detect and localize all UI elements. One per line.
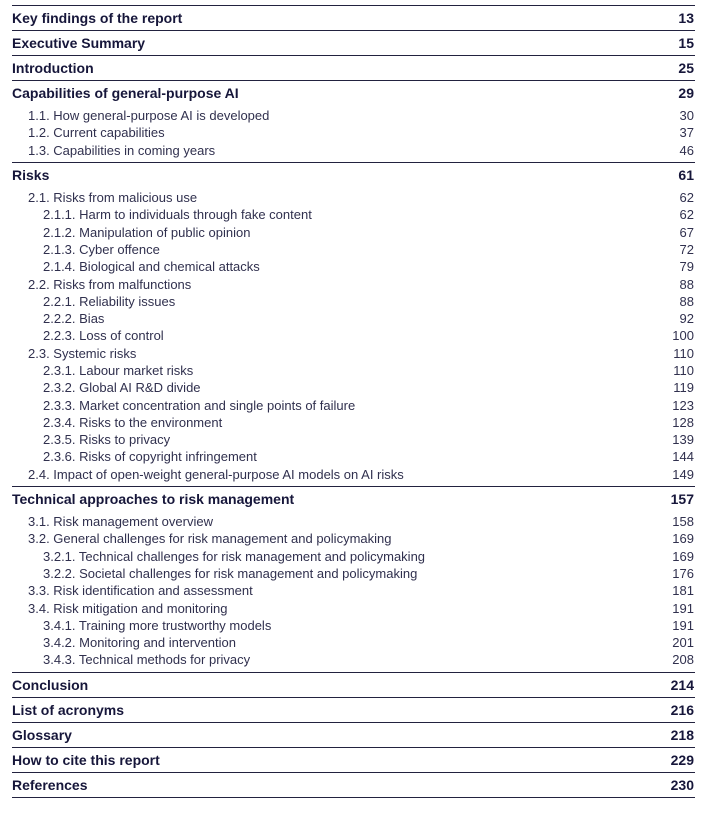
toc-page-number: 29 bbox=[678, 85, 694, 101]
toc-chapter-entry[interactable] bbox=[12, 56, 695, 80]
toc-entry-title: 3.4.3. Technical methods for privacy bbox=[43, 652, 251, 668]
toc-page-number: 79 bbox=[679, 259, 694, 275]
toc-entry-title: 3.2.1. Technical challenges for risk management and policymaking bbox=[43, 548, 426, 564]
toc-page-number: 169 bbox=[672, 548, 694, 564]
toc-page-number: 62 bbox=[679, 207, 694, 223]
toc-subsection-entry[interactable] bbox=[12, 362, 695, 379]
toc-section bbox=[12, 748, 695, 773]
toc-entry-title: 3.3. Risk identification and assessment bbox=[28, 583, 253, 599]
toc-section bbox=[12, 6, 695, 31]
toc-page-number: 13 bbox=[678, 10, 694, 26]
toc-section bbox=[12, 487, 695, 673]
toc-page-number: 229 bbox=[670, 751, 694, 768]
toc-subsection-entry[interactable] bbox=[12, 617, 695, 634]
toc-entry-title: 2.3.3. Market concentration and single points of failure bbox=[43, 397, 356, 413]
toc-page-number: 37 bbox=[679, 125, 694, 141]
toc-page-number: 191 bbox=[672, 600, 694, 616]
toc-entry-title: 2.3. Systemic risks bbox=[28, 345, 137, 361]
toc-chapter-entry[interactable] bbox=[12, 723, 695, 747]
toc-chapter-title: Glossary bbox=[12, 726, 72, 743]
toc-entry-title: 1.2. Current capabilities bbox=[28, 125, 165, 141]
toc-page-number: 30 bbox=[679, 108, 694, 124]
toc-entry-title: 2.3.1. Labour market risks bbox=[43, 363, 194, 378]
toc-section bbox=[12, 31, 695, 56]
toc-page-number: 128 bbox=[672, 414, 694, 430]
toc-page-number: 158 bbox=[672, 514, 694, 530]
toc-page-number: 25 bbox=[678, 60, 694, 76]
toc-section bbox=[12, 723, 695, 748]
toc-entry-title: 2.2. Risks from malfunctions bbox=[28, 276, 192, 292]
toc-subsection-entry[interactable] bbox=[12, 258, 695, 275]
toc-chapter-entry[interactable] bbox=[12, 31, 695, 55]
toc-entry-title: 2.1. Risks from malicious use bbox=[28, 190, 198, 206]
toc-subsection-entry[interactable] bbox=[12, 223, 695, 240]
toc-page-number: 218 bbox=[670, 726, 694, 743]
toc-section bbox=[12, 81, 695, 163]
toc-section bbox=[12, 673, 695, 698]
toc-subsection-entry[interactable] bbox=[12, 651, 695, 668]
toc-page-number: 88 bbox=[679, 276, 694, 292]
toc-entry-title: 2.3.5. Risks to privacy bbox=[43, 432, 171, 448]
toc-subsection-entry[interactable] bbox=[12, 448, 695, 465]
toc-chapter-title: List of acronyms bbox=[12, 701, 125, 718]
toc-section-entry[interactable] bbox=[12, 466, 695, 483]
toc-section-entry[interactable] bbox=[12, 599, 695, 616]
table-of-contents bbox=[12, 5, 695, 798]
toc-entry-title: 2.3.6. Risks of copyright infringement bbox=[43, 449, 257, 465]
toc-page-number: 110 bbox=[673, 363, 694, 378]
toc-entry-title: 2.3.4. Risks to the environment bbox=[43, 414, 223, 430]
toc-subsection-entry[interactable] bbox=[12, 379, 695, 396]
toc-entry-title: 2.3.2. Global AI R&D divide bbox=[43, 380, 201, 396]
toc-page-number: 123 bbox=[672, 397, 694, 413]
toc-section bbox=[12, 163, 695, 487]
toc-page-number: 46 bbox=[679, 142, 694, 158]
toc-chapter-entry[interactable] bbox=[12, 773, 695, 797]
toc-section-entry[interactable] bbox=[12, 142, 695, 159]
toc-chapter-title: Capabilities of general-purpose AI bbox=[12, 85, 239, 101]
toc-body bbox=[12, 6, 695, 798]
toc-section bbox=[12, 56, 695, 81]
toc-chapter-title: Key findings of the report bbox=[12, 10, 183, 26]
toc-entry-title: 3.2. General challenges for risk management and policymaking bbox=[28, 531, 392, 547]
toc-subsection-entry[interactable] bbox=[12, 431, 695, 448]
toc-page-number: 169 bbox=[672, 531, 694, 547]
toc-section-entry[interactable] bbox=[12, 124, 695, 141]
toc-subsection-entry[interactable] bbox=[12, 206, 695, 223]
toc-entry-title: 3.1. Risk management overview bbox=[28, 514, 213, 530]
toc-subsection-entry[interactable] bbox=[12, 310, 695, 327]
toc-page-number: 15 bbox=[678, 35, 694, 51]
toc-subsection-entry[interactable] bbox=[12, 548, 695, 565]
toc-chapter-entry[interactable] bbox=[12, 748, 695, 772]
toc-entry-title: 1.1. How general-purpose AI is developed bbox=[28, 108, 270, 124]
toc-page-number: 88 bbox=[679, 293, 694, 309]
toc-chapter-title: Technical approaches to risk management bbox=[12, 490, 295, 507]
toc-page-number: 72 bbox=[679, 241, 694, 257]
toc-page-number: 62 bbox=[679, 190, 694, 206]
toc-section-entry[interactable] bbox=[12, 582, 695, 599]
toc-section-entry[interactable] bbox=[12, 513, 695, 530]
toc-chapter-entry[interactable] bbox=[12, 163, 695, 187]
toc-page-number: 201 bbox=[672, 635, 694, 651]
toc-subsection-entry[interactable] bbox=[12, 241, 695, 258]
toc-page-number: 216 bbox=[670, 701, 694, 718]
toc-entry-title: 2.1.3. Cyber offence bbox=[43, 241, 160, 257]
toc-chapter-title: Conclusion bbox=[12, 676, 89, 693]
toc-chapter-title: How to cite this report bbox=[12, 751, 160, 768]
toc-page-number: 67 bbox=[679, 224, 694, 240]
toc-page-number: 230 bbox=[670, 776, 694, 793]
toc-entry-title: 3.4. Risk mitigation and monitoring bbox=[28, 600, 228, 616]
toc-subsection-entry[interactable] bbox=[12, 396, 695, 413]
toc-chapter-entry[interactable] bbox=[12, 6, 695, 30]
toc-page-number: 92 bbox=[679, 311, 694, 327]
toc-chapter-title: Risks bbox=[12, 166, 50, 183]
toc-page-number: 191 bbox=[672, 617, 694, 633]
toc-page-number: 157 bbox=[670, 490, 694, 507]
toc-subsection-entry[interactable] bbox=[12, 414, 695, 431]
toc-chapter-title: Introduction bbox=[12, 60, 94, 76]
toc-chapter-title: References bbox=[12, 776, 88, 793]
toc-entry-title: 3.4.1. Training more trustworthy models bbox=[43, 617, 272, 633]
toc-page-number: 176 bbox=[672, 565, 694, 581]
toc-subsection-entry[interactable] bbox=[12, 634, 695, 651]
toc-entry-title: 1.3. Capabilities in coming years bbox=[28, 142, 216, 158]
toc-entry-title: 2.2.1. Reliability issues bbox=[43, 293, 176, 309]
toc-section-entry[interactable] bbox=[12, 189, 695, 206]
toc-chapter-entry[interactable] bbox=[12, 698, 695, 722]
toc-subsection-entry[interactable] bbox=[12, 327, 695, 344]
toc-page-number: 214 bbox=[670, 676, 694, 693]
toc-entry-title: 2.1.4. Biological and chemical attacks bbox=[43, 259, 260, 275]
toc-page-number: 144 bbox=[672, 449, 694, 465]
toc-section-entry[interactable] bbox=[12, 530, 695, 547]
toc-page-number: 61 bbox=[678, 166, 694, 183]
toc-entry-title: 2.2.3. Loss of control bbox=[43, 328, 164, 344]
toc-chapter-entry[interactable] bbox=[12, 673, 695, 697]
toc-page-number: 139 bbox=[672, 432, 694, 448]
toc-subsection-entry[interactable] bbox=[12, 293, 695, 310]
toc-page-number: 181 bbox=[672, 583, 694, 599]
toc-subsection-entry[interactable] bbox=[12, 565, 695, 582]
toc-chapter-entry[interactable] bbox=[12, 81, 695, 105]
toc-entry-title: 3.4.2. Monitoring and intervention bbox=[43, 635, 236, 651]
toc-page-number: 149 bbox=[672, 466, 694, 482]
toc-page-number: 208 bbox=[672, 652, 694, 668]
toc-section-entry[interactable] bbox=[12, 345, 695, 362]
toc-section-entry[interactable] bbox=[12, 275, 695, 292]
toc-entry-title: 2.1.1. Harm to individuals through fake content bbox=[43, 207, 312, 223]
toc-section bbox=[12, 773, 695, 798]
toc-page-number: 110 bbox=[673, 345, 694, 361]
toc-entry-title: 2.2.2. Bias bbox=[43, 311, 105, 327]
toc-entry-title: 2.1.2. Manipulation of public opinion bbox=[43, 224, 251, 240]
toc-section-entry[interactable] bbox=[12, 107, 695, 124]
toc-chapter-entry[interactable] bbox=[12, 487, 695, 511]
toc-entry-title: 3.2.2. Societal challenges for risk management and policymaking bbox=[43, 565, 418, 581]
toc-page-number: 119 bbox=[673, 380, 694, 396]
toc-page-number: 100 bbox=[672, 328, 694, 344]
toc-entry-title: 2.4. Impact of open-weight general-purpose AI models on AI risks bbox=[28, 466, 404, 482]
toc-chapter-title: Executive Summary bbox=[12, 35, 146, 51]
toc-section bbox=[12, 698, 695, 723]
